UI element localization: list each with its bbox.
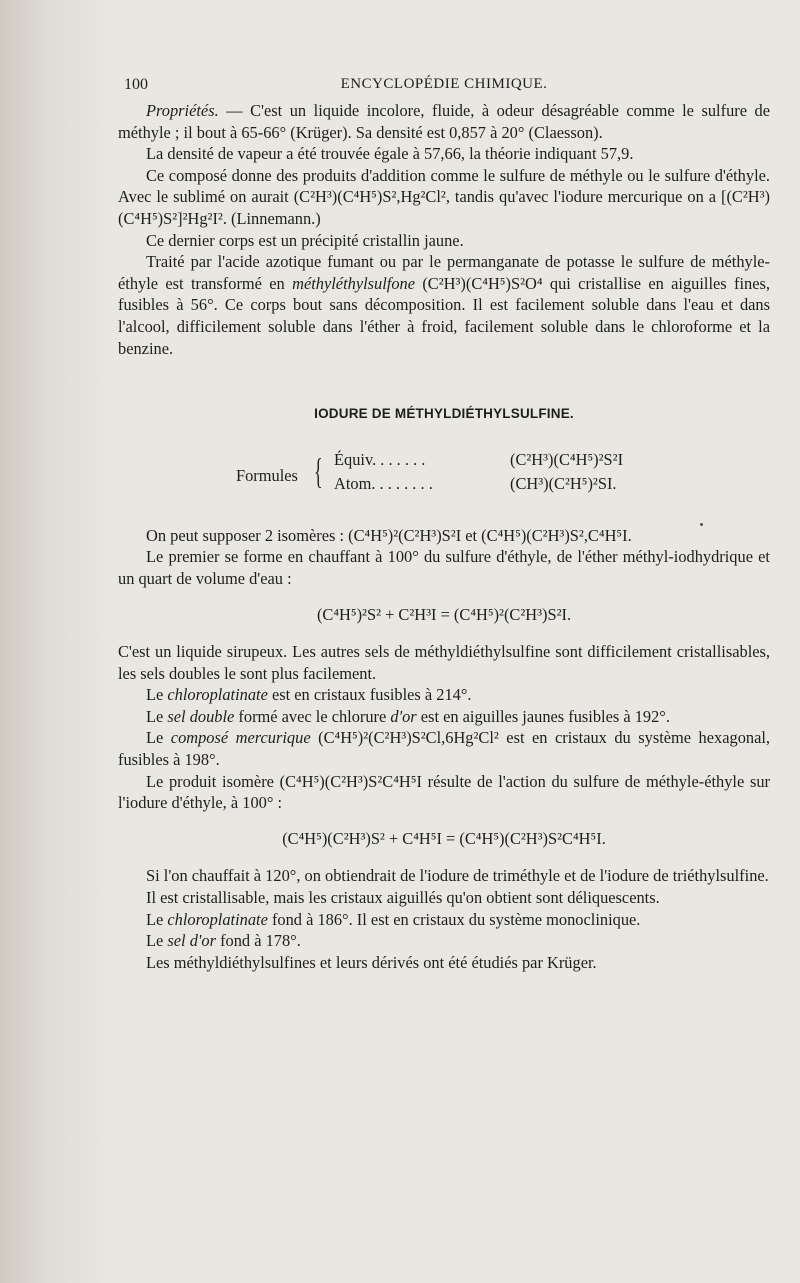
- formula-row-name: Atom. . . . . . . .: [334, 473, 433, 493]
- paragraph-precipitate: Ce dernier corps est un précipité cristallin jaune.: [146, 230, 464, 250]
- paragraph-crystallisable: Il est cristallisable, mais les cristaux aiguillés qu'on obtient sont déliquescents.: [146, 888, 660, 908]
- lead-properties: Propriétés.: [146, 101, 219, 120]
- paragraph-isomer-product: Le produit isomère (C⁴H⁵)(C²H³)S²C⁴H⁵I résulte de l'action du sulfure de méthyle-éthyle sur l'iodure d'éthyle, à 100° :: [118, 771, 770, 813]
- running-title: ENCYCLOPÉDIE CHIMIQUE.: [340, 76, 548, 92]
- paragraph-isomers: On peut supposer 2 isomères : (C⁴H⁵)²(C²H³)S²I et (C⁴H⁵)(C²H³)S²,C⁴H⁵I.: [146, 525, 632, 545]
- section-title: IODURE DE MÉTHYLDIÉTHYLSULFINE.: [314, 406, 574, 422]
- formula-row-value: (CH³)(C²H⁵)²SI.: [510, 473, 617, 493]
- page-header: [118, 74, 770, 100]
- formulas-label: Formules: [236, 465, 298, 485]
- paragraph-liquid: C'est un liquide sirupeux. Les autres sels de méthyldiéthylsulfine sont difficilement cristallisables, les sels doubles le sont plus facilement.: [118, 642, 770, 683]
- equation: (C⁴H⁵)²S² + C²H³I = (C⁴H⁵)²(C²H³)S²I.: [316, 604, 572, 624]
- paragraph-properties: Propriétés. — C'est un liquide incolore, fluide, à odeur désagréable comme le sulfure de méthyle ; il bout à 65-66° (Krüger). Sa densité est 0,857 à 20° (Claesson).: [118, 101, 770, 142]
- formula-row-name: Équiv. . . . . . .: [334, 449, 426, 469]
- paragraph-vapor-density: La densité de vapeur a été trouvée égale à 57,66, la théorie indiquant 57,9.: [146, 144, 634, 164]
- page-number: 100: [124, 76, 148, 93]
- book-gutter: [0, 0, 112, 1283]
- formulas-block: [118, 449, 770, 505]
- paragraph-double-salt: Le sel double formé avec le chlorure d'or est en aiguilles jaunes fusibles à 192°.: [146, 706, 670, 726]
- paragraph-chloroplatinate: Le chloroplatinate est en cristaux fusibles à 214°.: [146, 685, 472, 705]
- paragraph-sulfone: Traité par l'acide azotique fumant ou par le permanganate de potasse le sulfure de méthyle-éthyle est transformé en méthyléthylsulfone (C²H³)(C⁴H⁵)S²O⁴ qui cristallise en aiguilles fines, fusibles à 56°. Ce corps bout sans décomposition. Il est facilement soluble dans l'eau et dans l'alcool, difficilement soluble dans l'éther à froid, facilement soluble dans le chloroforme et la benzine.: [118, 252, 770, 358]
- paragraph-kruger: Les méthyldiéthylsulfines et leurs dérivés ont été étudiés par Krüger.: [146, 952, 597, 972]
- paragraph-first-isomer: Le premier se forme en chauffant à 100° du sulfure d'éthyle, de l'éther méthyl-iodhydrique et un quart de volume d'eau :: [118, 547, 770, 588]
- formula-row-value: (C²H³)(C⁴H⁵)²S²I: [510, 449, 624, 469]
- paragraph-heating: Si l'on chauffait à 120°, on obtiendrait de l'iodure de triméthyle et de l'iodure de triéthylsulfine.: [146, 866, 769, 886]
- paragraph-addition-products: Ce composé donne des produits d'addition comme le sulfure de méthyle ou le sulfure d'éthyle. Avec le sublimé on aurait (C²H³)(C⁴H⁵)S²,Hg²Cl², tandis qu'avec l'iodure mercurique on a [(C²H³)(C⁴H⁵)S²]²Hg²I². (Linnemann.): [118, 165, 770, 228]
- document-page: [118, 74, 770, 973]
- paragraph-mercuric: Le composé mercurique (C⁴H⁵)²(C²H³)S²Cl,6Hg²Cl² est en cristaux du système hexagonal, fusibles à 198°.: [118, 728, 771, 770]
- brace: {: [314, 450, 323, 491]
- speck: [700, 523, 703, 526]
- equation: (C⁴H⁵)(C²H³)S² + C⁴H⁵I = (C⁴H⁵)(C²H³)S²C⁴H⁵I.: [282, 828, 606, 848]
- paragraph-gold-salt: Le sel d'or fond à 178°.: [146, 931, 301, 951]
- paragraph-chloroplatinate-2: Le chloroplatinate fond à 186°. Il est en cristaux du système monoclinique.: [146, 909, 641, 929]
